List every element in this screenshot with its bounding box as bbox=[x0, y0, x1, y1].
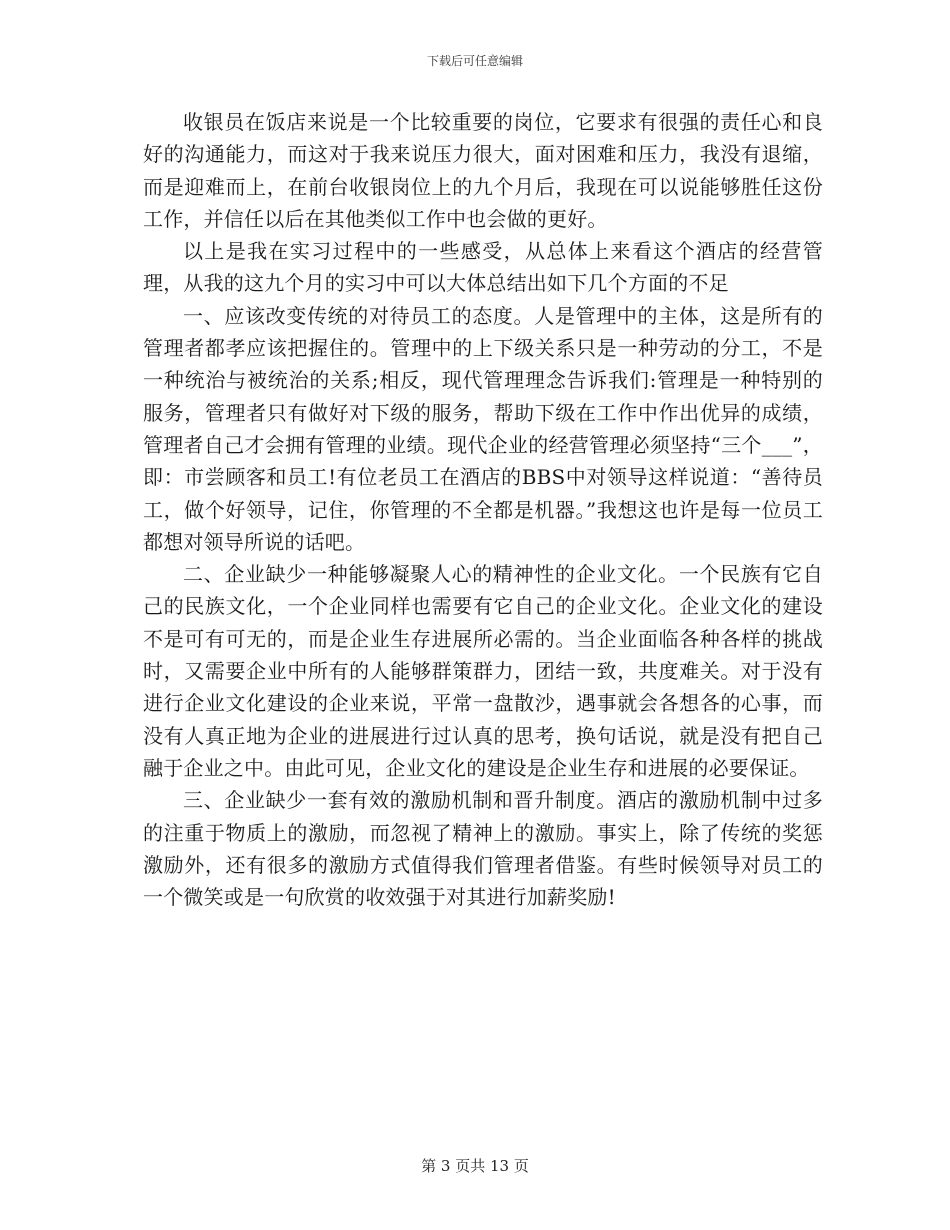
document-body bbox=[143, 106, 823, 913]
page-header-note: 下载后可任意编辑 bbox=[426, 54, 523, 68]
paragraph-point-three: 三、企业缺少一套有效的激励机制和晋升制度。酒店的激励机制中过多的注重于物质上的激励，而忽视了精神上的激励。事实上，除了传统的奖惩激励外，还有很多的激励方式值得我们管理者借鉴。有些时候领导对员工的一个微笑或是一句欣赏的收效强于对其进行加薪奖励! bbox=[143, 788, 823, 910]
paragraph-point-one: 一、应该改变传统的对待员工的态度。人是管理中的主体，这是所有的管理者都孝应该把握住的。管理中的上下级关系只是一种劳动的分工，不是一种统治与被统治的关系;相反，现代管理理念告诉我们:管理是一种特别的服务，管理者只有做好对下级的服务，帮助下级在工作中作出优异的成绩，管理者自己才会拥有管理的业绩。现代企业的经营管理必须坚持“三个___”，即：市尝顾客和员工!有位老员工在酒店的BBS中对领导这样说道：“善待员工，做个好领导，记住，你管理的不全都是机器。”我想这也许是每一位员工都想对领导所说的话吧。 bbox=[143, 303, 823, 554]
paragraph-point-two: 二、企业缺少一种能够凝聚人心的精神性的企业文化。一个民族有它自己的民族文化，一个企业同样也需要有它自己的企业文化。企业文化的建设不是可有可无的，而是企业生存进展所必需的。当企业面临各种各样的挑战时，又需要企业中所有的人能够群策群力，团结一致，共度难关。对于没有进行企业文化建设的企业来说，平常一盘散沙，遇事就会各想各的心事，而没有人真正地为企业的进展进行过认真的思考，换句话说，就是没有把自己融于企业之中。由此可见，企业文化的建设是企业生存和进展的必要保证。 bbox=[143, 562, 823, 780]
paragraph-cashier: 收银员在饭店来说是一个比较重要的岗位，它要求有很强的责任心和良好的沟通能力，而这对于我来说压力很大，面对困难和压力，我没有退缩，而是迎难而上，在前台收银岗位上的九个月后，我现在可以说能够胜任这份工作，并信任以后在其他类似工作中也会做的更好。 bbox=[143, 110, 823, 231]
page-number: 第 3 页共 13 页 bbox=[421, 1157, 529, 1175]
paragraph-summary: 以上是我在实习过程中的一些感受，从总体上来看这个酒店的经营管理，从我的这九个月的实习中可以大体总结出如下几个方面的不足 bbox=[143, 239, 823, 296]
